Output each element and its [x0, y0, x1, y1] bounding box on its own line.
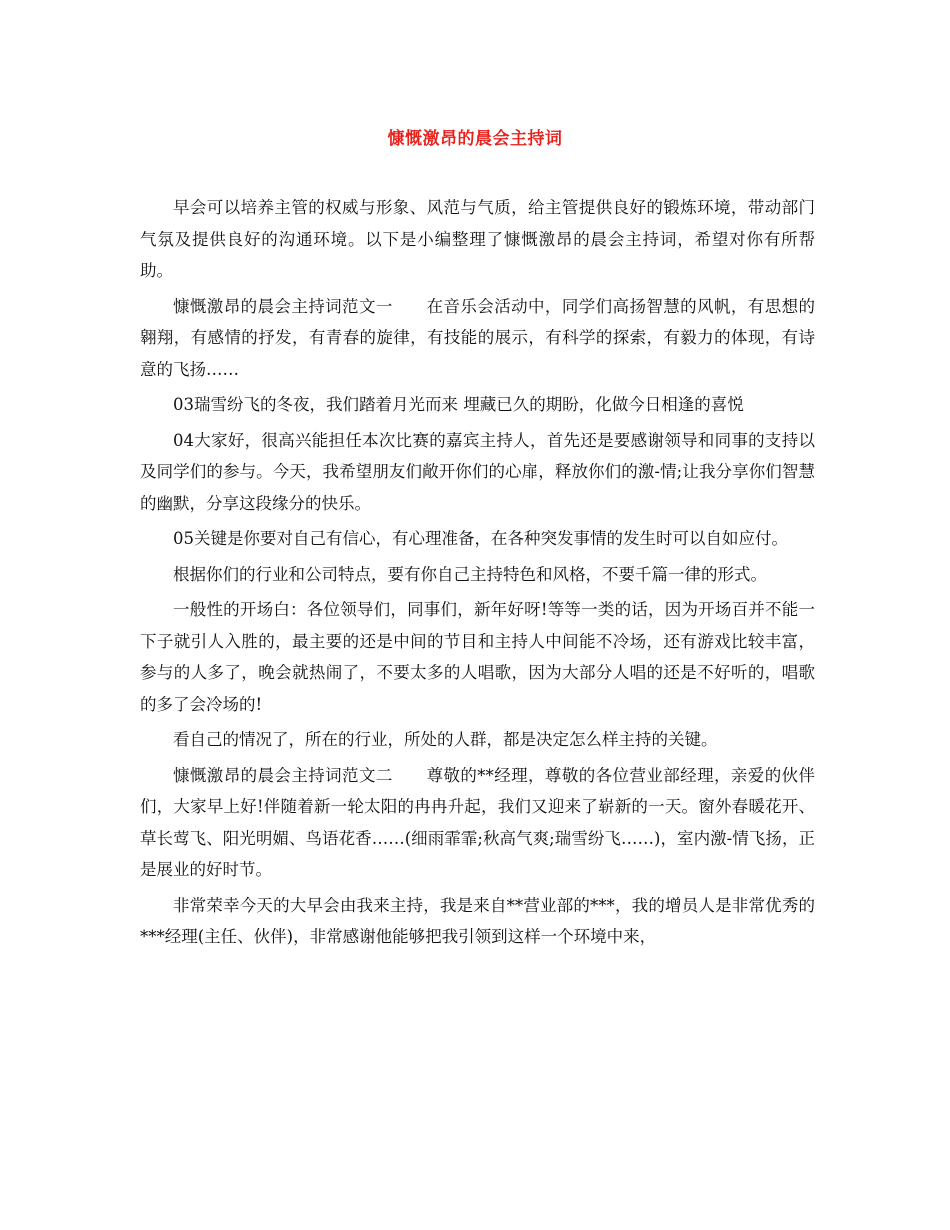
- paragraph: 早会可以培养主管的权威与形象、风范与气质，给主管提供良好的锻炼环境，带动部门气氛及提供良好的沟通环境。以下是小编整理了慷慨激昂的晨会主持词，希望对你有所帮助。: [140, 198, 815, 280]
- paragraph: 一般性的开场白：各位领导们，同事们，新年好呀!等等一类的话，因为开场百并不能一下子就引人入胜的，最主要的还是中间的节目和主持人中间能不冷场，还有游戏比较丰富，参与的人多了，晚会就热闹了，不要太多的人唱歌，因为大部分人唱的还是不好听的，唱歌的多了会冷场的!: [140, 600, 815, 714]
- document-title: 慷慨激昂的晨会主持词: [387, 129, 563, 149]
- paragraph: 根据你们的行业和公司特点，要有你自己主持特色和风格，不要千篇一律的形式。: [173, 564, 767, 584]
- paragraph: 非常荣幸今天的大早会由我来主持，我是来自**营业部的***，我的增员人是非常优秀的***经理(主任、伙伴)，非常感谢他能够把我引领到这样一个环境中来，: [140, 895, 815, 946]
- paragraph: 慷慨激昂的晨会主持词范文二 尊敬的**经理，尊敬的各位营业部经理，亲爱的伙伴们，大家早上好!伴随着新一轮太阳的冉冉升起，我们又迎来了崭新的一天。窗外春暖花开、草长莺飞、阳光明媚、鸟语花香……(细雨霏霏;秋高气爽;瑞雪纷飞……)，室内激-情飞扬，正是展业的好时节。: [140, 765, 815, 879]
- paragraph: 04大家好，很高兴能担任本次比赛的嘉宾主持人，首先还是要感谢领导和同事的支持以及同学们的参与。今天，我希望朋友们敞开你们的心扉，释放你们的激-情;让我分享你们智慧的幽默，分享这段缘分的快乐。: [140, 430, 815, 513]
- paragraph: 看自己的情况了，所在的行业，所处的人群，都是决定怎么样主持的关键。: [173, 730, 718, 749]
- paragraph: 慷慨激昂的晨会主持词范文一 在音乐会活动中，同学们高扬智慧的风帆，有思想的翱翔，有感情的抒发，有青春的旋律，有技能的展示，有科学的探索，有毅力的体现，有诗意的飞扬……: [140, 296, 815, 379]
- paragraph: 05关键是你要对自己有信心，有心理准备，在各种突发事情的发生时可以自如应付。: [173, 529, 788, 548]
- document-body: [140, 192, 815, 957]
- paragraph: 03瑞雪纷飞的冬夜，我们踏着月光而来 埋藏已久的期盼，化做今日相逢的喜悦: [173, 395, 744, 414]
